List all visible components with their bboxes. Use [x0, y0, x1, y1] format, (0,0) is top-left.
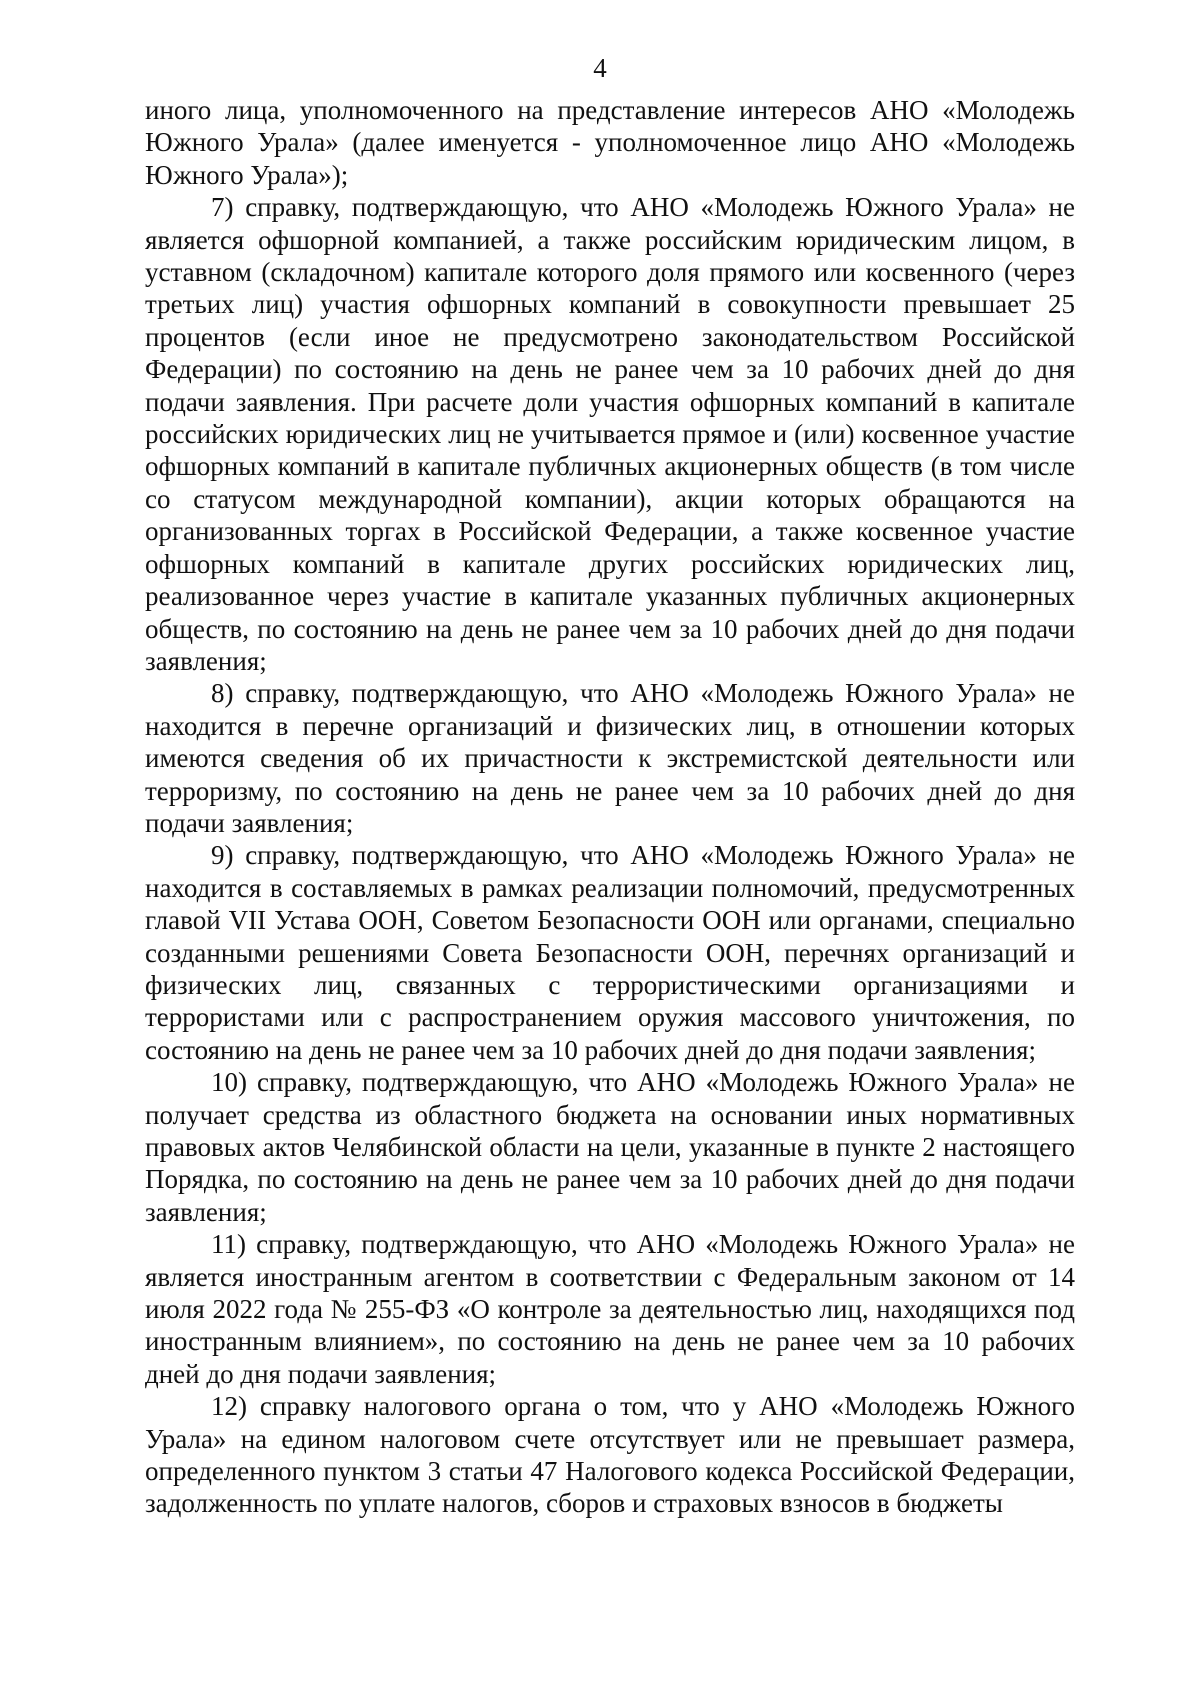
- paragraph-item-10: 10) справку, подтверждающую, что АНО «Молодежь Южного Урала» не получает средства из областного бюджета на основании иных нормативных правовых актов Челябинской области на цели, указанные в пункте 2 настоящего Порядка, по состоянию на день не ранее чем за 10 рабочих дней до дня подачи заявления;: [145, 1067, 1075, 1227]
- paragraph-item-12: 12) справку налогового органа о том, что у АНО «Молодежь Южного Урала» на едином налоговом счете отсутствует или не превышает размера, определенного пунктом 3 статьи 47 Налогового кодекса Российской Федерации, задолженность по уплате налогов, сборов и страховых взносов в бюджеты: [145, 1391, 1075, 1519]
- paragraph-item-11: 11) справку, подтверждающую, что АНО «Молодежь Южного Урала» не является иностранным агентом в соответствии с Федеральным законом от 14 июля 2022 года № 255-ФЗ «О контроле за деятельностью лиц, находящихся под иностранным влиянием», по состоянию на день не ранее чем за 10 рабочих дней до дня подачи заявления;: [145, 1229, 1075, 1389]
- document-body: [145, 94, 1075, 1520]
- paragraph-item-7: 7) справку, подтверждающую, что АНО «Молодежь Южного Урала» не является офшорной компанией, а также российским юридическим лицом, в уставном (складочном) капитале которого доля прямого или косвенного (через третьих лиц) участия офшорных компаний в совокупности превышает 25 процентов (если иное не предусмотрено законодательством Российской Федерации) по состоянию на день не ранее чем за 10 рабочих дней до дня подачи заявления. При расчете доли участия офшорных компаний в капитале российских юридических лиц не учитывается прямое и (или) косвенное участие офшорных компаний в капитале публичных акционерных обществ (в том числе со статусом международной компании), акции которых обращаются на организованных торгах в Российской Федерации, а также косвенное участие офшорных компаний в капитале других российских юридических лиц, реализованное через участие в капитале указанных публичных акционерных обществ, по состоянию на день не ранее чем за 10 рабочих дней до дня подачи заявления;: [145, 192, 1075, 676]
- paragraph-item-9: 9) справку, подтверждающую, что АНО «Молодежь Южного Урала» не находится в составляемых в рамках реализации полномочий, предусмотренных главой VII Устава ООН, Советом Безопасности ООН или органами, специально созданными решениями Совета Безопасности ООН, перечнях организаций и физических лиц, связанных с террористическими организациями и террористами или с распространением оружия массового уничтожения, по состоянию на день не ранее чем за 10 рабочих дней до дня подачи заявления;: [145, 840, 1075, 1065]
- paragraph-continuation: иного лица, уполномоченного на представление интересов АНО «Молодежь Южного Урала» (далее именуется - уполномоченное лицо АНО «Молодежь Южного Урала»);: [145, 95, 1075, 190]
- paragraph-item-8: 8) справку, подтверждающую, что АНО «Молодежь Южного Урала» не находится в перечне организаций и физических лиц, в отношении которых имеются сведения об их причастности к экстремистской деятельности или терроризму, по состоянию на день не ранее чем за 10 рабочих дней до дня подачи заявления;: [145, 678, 1075, 838]
- page-number: 4: [593, 53, 607, 83]
